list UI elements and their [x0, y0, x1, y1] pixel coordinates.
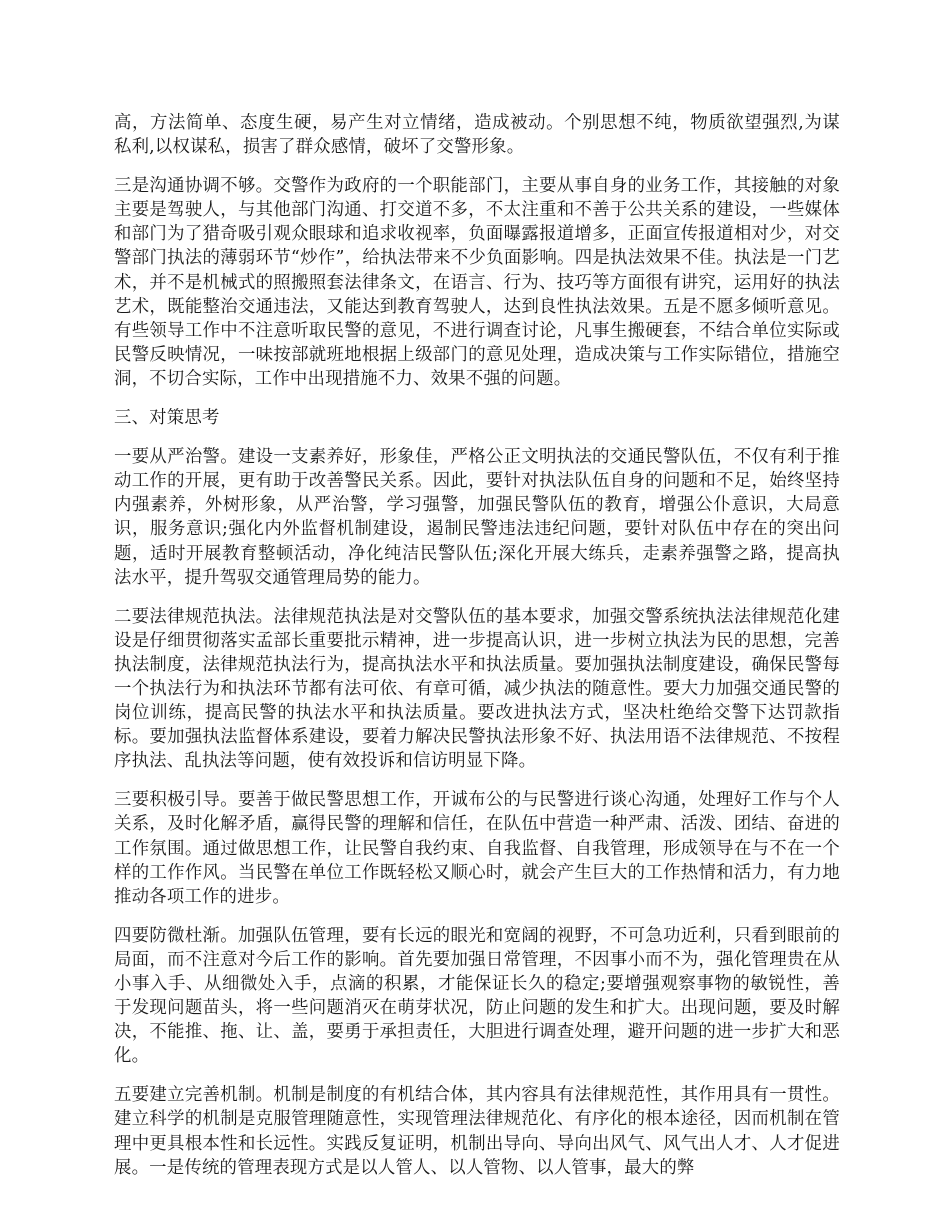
paragraph-5: 三要积极引导。要善于做民警思想工作，开诚布公的与民警进行谈心沟通，处理好工作与个人关系，及时化解矛盾，赢得民警的理解和信任，在队伍中营造一种严肃、活泼、团结、奋进的工作氛围。通过做思想工作，让民警自我约束、自我监督、自我管理，形成领导在与不在一个样的工作作风。当民警在单位工作既轻松又顺心时，就会产生巨大的工作热情和活力，有力地推动各项工作的进步。 — [114, 790, 840, 907]
paragraph-7: 五要建立完善机制。机制是制度的有机结合体，其内容具有法律规范性，其作用具有一贯性。建立科学的机制是克服管理随意性，实现管理法律规范化、有序化的根本途径，因而机制在管理中更具根本性和长远性。实践反复证明，机制出导向、导向出风气、风气出人才、人才促进展。一是传统的管理表现方式是以人管人、以人管物、以人管事，最大的弊 — [114, 1085, 840, 1178]
paragraph-4: 二要法律规范执法。法律规范执法是对交警队伍的基本要求，加强交警系统执法法律规范化建设是仔细贯彻落实孟部长重要批示精神，进一步提高认识，进一步树立执法为民的思想，完善执法制度，法律规范执法行为，提高执法水平和执法质量。要加强执法制度建设，确保民警每一个执法行为和执法环节都有法可依、有章可循，减少执法的随意性。要大力加强交通民警的岗位训练，提高民警的执法水平和执法质量。要改进执法方式，坚决杜绝给交警下达罚款指标。要加强执法监督体系建设，要着力解决民警执法形象不好、执法用语不法律规范、不按程序执法、乱执法等问题，使有效投诉和信访明显下降。 — [114, 606, 840, 772]
paragraph-1: 高，方法简单、态度生硬，易产生对立情绪，造成被动。个别思想不纯，物质欲望强烈,为谋私利,以权谋私，损害了群众感情，破坏了交警形象。 — [114, 113, 840, 158]
document-body — [114, 111, 840, 1195]
paragraph-2: 三是沟通协调不够。交警作为政府的一个职能部门，主要从事自身的业务工作，其接触的对象主要是驾驶人，与其他部门沟通、打交道不多，不太注重和不善于公共关系的建设，一些媒体和部门为了猎奇吸引观众眼球和追求收视率，负面曝露报道增多，正面宣传报道相对少，对交警部门执法的薄弱环节“炒作”，给执法带来不少负面影响。四是执法效果不佳。执法是一门艺术，并不是机械式的照搬照套法律条文，在语言、行为、技巧等方面很有讲究，运用好的执法艺术，既能整治交通违法，又能达到教育驾驶人，达到良性执法效果。五是不愿多倾听意见。有些领导工作中不注意听取民警的意见，不进行调查讨论，凡事生搬硬套，不结合单位实际或民警反映情况，一味按部就班地根据上级部门的意见处理，造成决策与工作实际错位，措施空洞，不切合实际，工作中出现措施不力、效果不强的问题。 — [114, 176, 840, 389]
paragraph-3: 一要从严治警。建设一支素养好，形象佳，严格公正文明执法的交通民警队伍，不仅有利于推动工作的开展，更有助于改善警民关系。因此，要针对执法队伍自身的问题和不足，始终坚持内强素养，外树形象，从严治警，学习强警，加强民警队伍的教育，增强公仆意识，大局意识，服务意识;强化内外监督机制建设，遏制民警违法违纪问题，要针对队伍中存在的突出问题，适时开展教育整顿活动，净化纯洁民警队伍;深化开展大练兵，走素养强警之路，提高执法水平，提升驾驭交通管理局势的能力。 — [114, 447, 840, 588]
section-heading: 三、对策思考 — [114, 408, 220, 429]
paragraph-6: 四要防微杜渐。加强队伍管理，要有长远的眼光和宽阔的视野，不可急功近利，只看到眼前的局面，而不注意对今后工作的影响。首先要加强日常管理，不因事小而不为，强化管理贵在从小事入手、从细微处入手，点滴的积累，才能保证长久的稳定;要增强观察事物的敏锐性，善于发现问题苗头，将一些问题消灭在萌芽状况，防止问题的发生和扩大。出现问题，要及时解决，不能推、拖、让、盖，要勇于承担责任，大胆进行调查处理，避开问题的进一步扩大和恶化。 — [114, 925, 840, 1067]
